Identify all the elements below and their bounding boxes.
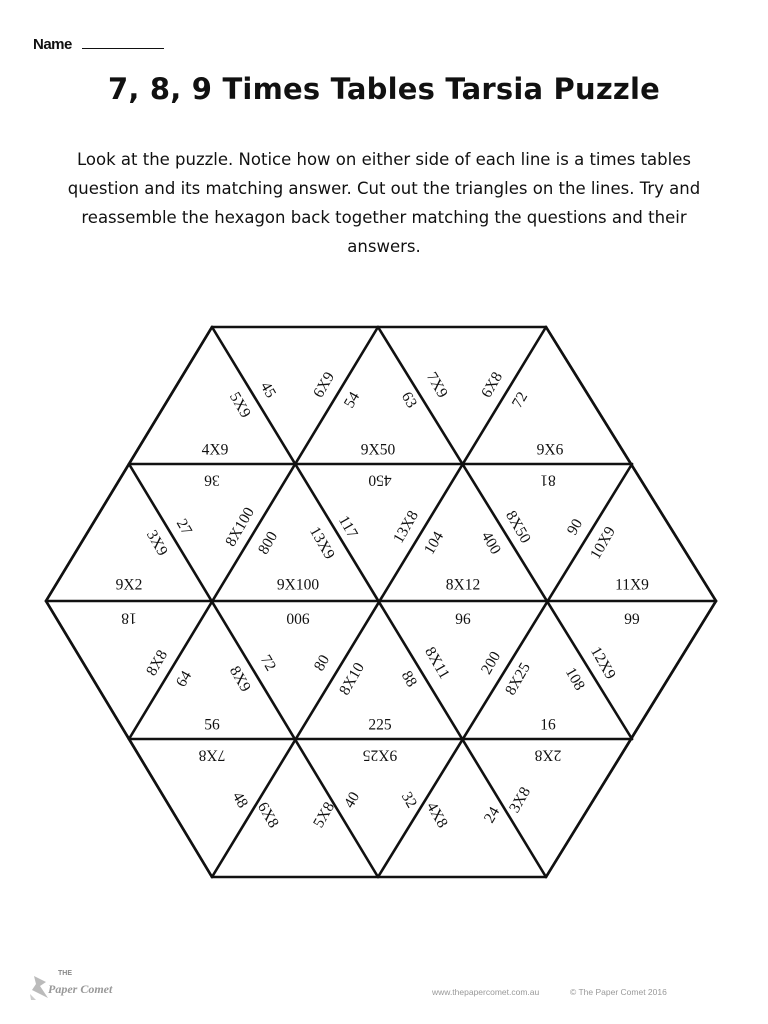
puzzle-label: 8X10	[336, 659, 368, 699]
puzzle-label: 6X9	[309, 369, 339, 401]
puzzle-label: 5X8	[309, 799, 339, 831]
puzzle-label: 4X9	[201, 441, 229, 459]
footer-website: www.thepapercomet.com.au	[432, 987, 540, 997]
footer-copyright: © The Paper Comet 2016	[570, 987, 667, 997]
puzzle-label: 80	[310, 652, 334, 674]
puzzle-label: 200	[477, 648, 505, 678]
logo-brand: Paper Comet	[48, 982, 113, 996]
puzzle-label: 8X25	[502, 659, 534, 699]
puzzle-label: 72	[256, 652, 280, 674]
puzzle-label: 108	[561, 664, 589, 694]
puzzle-label: 8X100	[222, 504, 258, 550]
puzzle-label: 3X9	[142, 527, 172, 559]
puzzle-label: 24	[480, 804, 504, 826]
paper-comet-logo	[28, 970, 128, 1006]
comet-icon	[28, 972, 50, 1002]
puzzle-label: 63	[397, 389, 421, 411]
puzzle-label: 800	[254, 528, 282, 558]
puzzle-label: 8X9	[225, 663, 255, 695]
puzzle-label: 32	[397, 789, 421, 811]
puzzle-label: 48	[228, 789, 252, 811]
puzzle-label: 88	[397, 668, 421, 690]
puzzle-label: 13X9	[306, 523, 338, 563]
puzzle-label: 9X2	[115, 576, 143, 594]
name-label: Name	[33, 36, 72, 53]
puzzle-label: 40	[340, 789, 364, 811]
puzzle-label: 104	[420, 528, 448, 558]
puzzle-label: 16	[540, 716, 556, 734]
puzzle-label: 2X8	[534, 746, 562, 764]
puzzle-label: 8X50	[502, 507, 534, 547]
puzzle-label: 45	[256, 379, 280, 401]
puzzle-label: 12X9	[587, 643, 619, 683]
puzzle-label: 450	[368, 471, 392, 489]
puzzle-label: 9X50	[360, 441, 396, 459]
puzzle-label: 225	[368, 716, 392, 734]
logo-the: THE	[58, 970, 72, 977]
instructions-text: Look at the puzzle. Notice how on either side of each line is a times tables question and its matching answer. Cut out the triangles on the lines. Try and reassemble the hexagon back together matching the questions and their answers.	[67, 150, 701, 256]
puzzle-label: 4X8	[422, 799, 452, 831]
puzzle-label: 117	[334, 512, 362, 542]
puzzle-label: 36	[204, 471, 220, 489]
puzzle-label: 900	[286, 609, 310, 627]
puzzle-label: 66	[624, 609, 640, 627]
puzzle-label: 13X8	[390, 507, 422, 547]
diag-line-b2	[129, 327, 378, 739]
page-title: 7, 8, 9 Times Tables Tarsia Puzzle	[107, 72, 660, 106]
puzzle-label: 18	[121, 609, 137, 627]
puzzle-label: 5X9	[225, 389, 255, 421]
puzzle-label: 96	[455, 609, 471, 627]
puzzle-label: 7X9	[422, 369, 452, 401]
puzzle-label: 6X8	[253, 799, 283, 831]
puzzle-label: 81	[540, 471, 556, 489]
puzzle-label: 400	[477, 528, 505, 558]
puzzle-label: 10X9	[587, 523, 619, 563]
puzzle-label: 56	[204, 716, 220, 734]
puzzle-label: 8X8	[142, 647, 172, 679]
puzzle-label: 9X100	[276, 576, 320, 594]
puzzle-label: 8X12	[445, 576, 481, 594]
puzzle-label: 11X9	[615, 576, 649, 594]
puzzle-label: 9X6	[536, 441, 564, 459]
puzzle-label: 27	[172, 516, 196, 538]
puzzle-label: 3X8	[505, 784, 535, 816]
puzzle-label: 7X8	[198, 746, 226, 764]
puzzle-label: 9X25	[362, 746, 398, 764]
puzzle-label: 90	[563, 516, 587, 538]
puzzle-label: 8X11	[421, 644, 453, 682]
puzzle-label: 64	[172, 668, 196, 690]
puzzle-label: 54	[340, 389, 364, 411]
puzzle-label: 72	[508, 389, 532, 411]
puzzle-label: 6X8	[477, 369, 507, 401]
